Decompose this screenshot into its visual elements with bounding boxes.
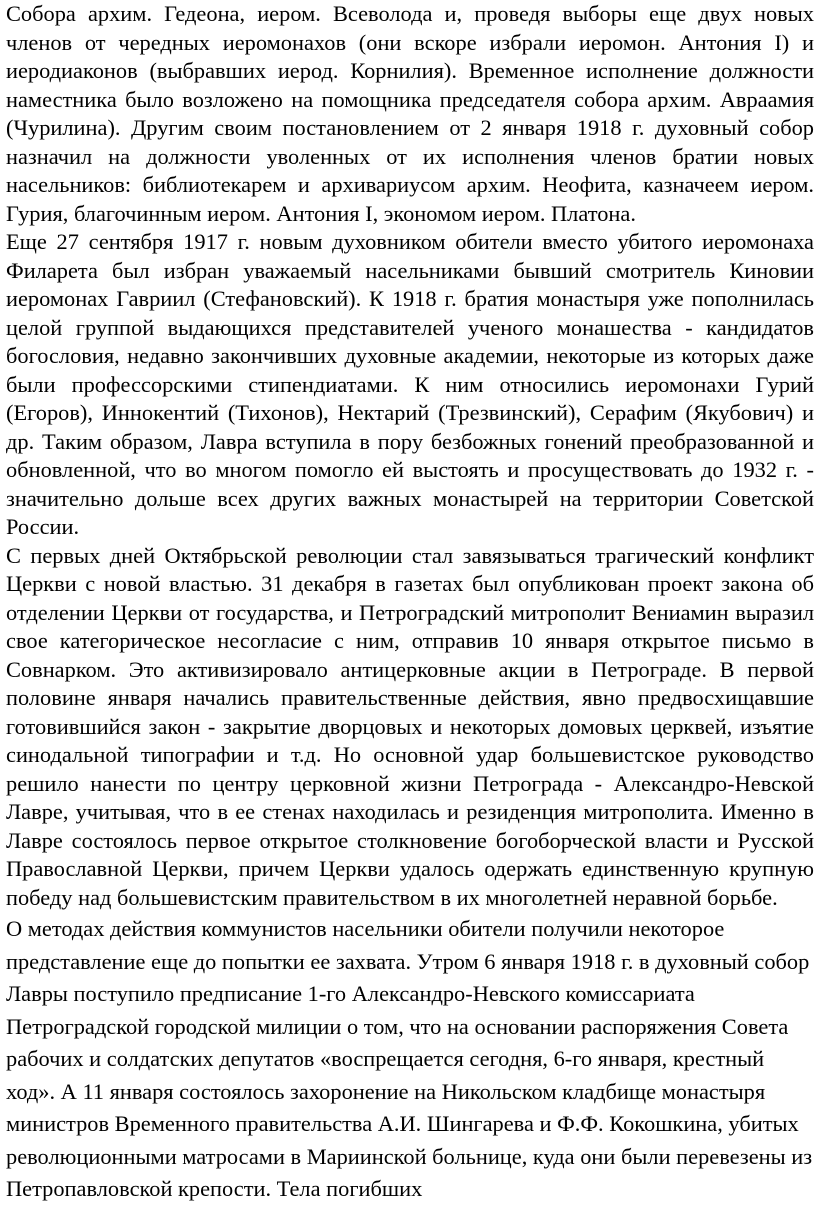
document-page bbox=[6, 0, 814, 1206]
paragraph-monastery-council: Собора архим. Гедеона, иером. Всеволода и, проведя выборы еще двух новых членов от чередных иеромонахов (они вскоре избрали иеромон. Антония I) и иеродиаконов (выбравших иерод. Корнилия). Временное исполнение должности наместника было возложено на помощника председателя собора архим. Авраамия (Чурилина). Другим своим постановлением от 2 января 1918 г. духовный собор назначил на должности уволенных от их исполнения членов братии новых насельников: библиотекарем и архивариусом архим. Неофита, казначеем иером. Гурия, благочинным иером. Антония I, экономом иером. Платона. bbox=[6, 1, 814, 226]
paragraph-october-revolution: С первых дней Октябрьской революции стал завязываться трагический конфликт Церкви с новой властью. 31 декабря в газетах был опубликован проект закона об отделении Церкви от государства, и Петроградский митрополит Вениамин выразил свое категорическое несогласие с ним, отправив 10 января открытое письмо в Совнарком. Это активизировало антицерковные акции в Петрограде. В первой половине января начались правительственные действия, явно предвосхищавшие готовившийся закон - закрытие дворцовых и некоторых домовых церквей, изъятие синодальной типографии и т.д. Но основной удар большевистское руководство решило нанести по центру церковной жизни Петрограда - Александро-Невской Лавре, учитывая, что в ее стенах находилась и резиденция митрополита. Именно в Лавре состоялось первое открытое столкновение богоборческой власти и Русской Православной Церкви, причем Церкви удалось одержать единственную крупную победу над большевистским правительством в их многолетней неравной борьбе. bbox=[6, 542, 814, 910]
paragraph-communist-methods: О методах действия коммунистов насельники обители получили некоторое представление еще до попытки ее захвата. Утром 6 января 1918 г. в духовный собор Лавры поступило предписание 1-го Александро-Невского комиссариата Петроградской городской милиции о том, что на основании распоряжения Совета рабочих и солдатских депутатов «воспрещается сегодня, 6-го января, крестный ход». А 11 января состоялось захоронение на Никольском кладбище монастыря министров Временного правительства А.И. Шингарева и Ф.Ф. Кокошкина, убитых революционными матросами в Мариинской больнице, куда они были перевезены из Петропавловской крепости. Тела погибших bbox=[6, 916, 813, 1201]
paragraph-new-confessor: Еще 27 сентября 1917 г. новым духовником обители вместо убитого иеромонаха Филарета был избран уважаемый насельниками бывший смотритель Киновии иеромонах Гавриил (Стефановский). К 1918 г. братия монастыря уже пополнилась целой группой выдающихся представителей ученого монашества - кандидатов богословия, недавно закончивших духовные академии, некоторые из которых даже были профессорскими стипендиатами. К ним относились иеромонахи Гурий (Егоров), Иннокентий (Тихонов), Нектарий (Трезвинский), Серафим (Якубович) и др. Таким образом, Лавра вступила в пору безбожных гонений преобразованной и обновленной, что во многом помогло ей выстоять и просуществовать до 1932 г. - значительно дольше всех других важных монастырей на территории Советской России. bbox=[6, 229, 814, 539]
